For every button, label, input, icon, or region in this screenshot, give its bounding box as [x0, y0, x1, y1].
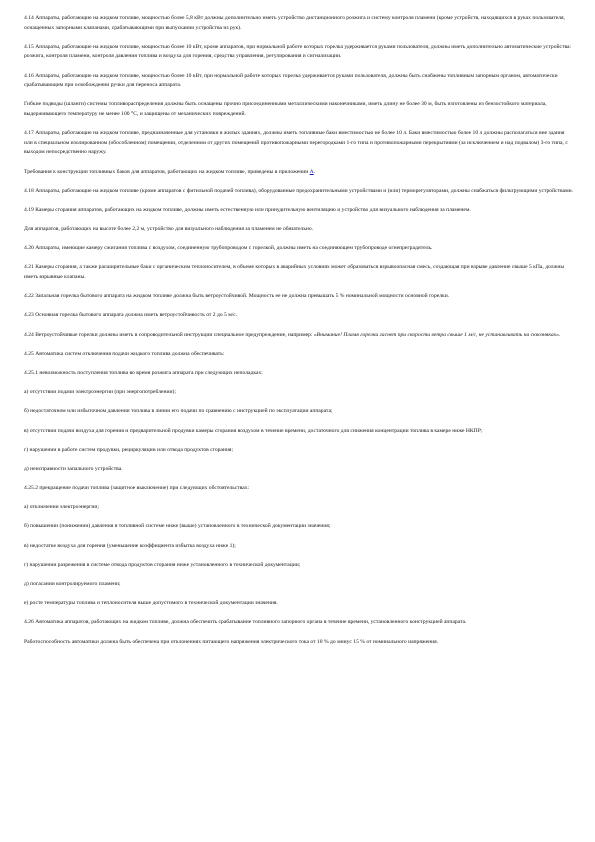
paragraph-text: ». [556, 331, 561, 338]
paragraph [24, 407, 573, 417]
paragraph-text: 4.15 Аппараты, работающие на жидком топливе, мощностью более 10 кВт, кроме аппаратов, при нормальной работе которых горелка удерживается руками пользователя, должны иметь дополнительно автоматические устройства: розжига, контроля пламени, контроля давления топлива и воздуха для горения, средства управления, регулирования и сигнализации. [24, 43, 572, 60]
paragraph [24, 244, 573, 254]
paragraph [24, 350, 573, 360]
paragraph-text: 4.22 Запальная горелка бытового аппарата на жидком топливе должна быть ветроустойчивой. Мощность ее не должна превышать 5 % номинальной мощности основной горелки. [24, 293, 450, 300]
paragraph [24, 129, 573, 158]
paragraph [24, 225, 573, 235]
paragraph-text: . [313, 168, 316, 175]
paragraph-text: 4.20 Аппараты, имеющие камеру сжигания топлива с воздухом, соединенную трубопроводом с горелкой, должны иметь на соединяющем трубопроводе огнепреградитель. [24, 245, 433, 252]
paragraph [24, 638, 573, 648]
paragraph-text: 4.21 Камеры сгорания, а также расширительные баки с органическим теплоносителем, в объеме которых в аварийных условиях может образоваться взрывоопасная смесь, создающая при взрыве давление свыше 5 кПа, должны иметь взрывные клапаны. [24, 264, 565, 281]
paragraph-text: 4.23 Основная горелка бытового аппарата должна иметь ветроустойчивость от 2 до 5 м/с. [24, 312, 238, 319]
paragraph-text: а) отключении электроэнергии; [24, 504, 99, 511]
paragraph [24, 331, 573, 341]
paragraph [24, 100, 573, 119]
paragraph [24, 580, 573, 590]
paragraph [24, 14, 573, 33]
paragraph [24, 369, 573, 379]
paragraph-text: 4.25.2 прекращение подачи топлива (защитное выключение) при следующих обстоятельствах: [24, 485, 250, 492]
appendix-link[interactable]: А [309, 168, 314, 175]
paragraph [24, 168, 573, 178]
paragraph [24, 292, 573, 302]
paragraph-text: Для аппаратов, работающих на высоте более 2,2 м, устройство для визуального наблюдения за пламенем не обязательно. [24, 226, 314, 233]
paragraph [24, 542, 573, 552]
paragraph [24, 43, 573, 62]
paragraph [24, 484, 573, 494]
paragraph [24, 522, 573, 532]
paragraph-text: в) отсутствии подачи воздуха для горения и предварительной продувки камеры сгорания воздухом в течение времени, достаточного для снижения концентрации топлива в камере ниже НКПР; [24, 427, 483, 434]
paragraph-text: е) росте температуры топлива и теплоносителя выше допустимого в технической документации значения. [24, 600, 278, 607]
paragraph-text: г) нарушении разрежения в системе отвода продуктов сгорания ниже установленного в технической документации; [24, 561, 301, 568]
paragraph-text: 4.18 Аппараты, работающие на жидком топливе (кроме аппаратов с фитильной подачей топлива), оборудованные предохранительными устройствами и (или) терморегуляторами, должны снабжаться фильтрующими устройствами. [24, 187, 574, 194]
warning-text: Внимание! Пламя горелки гаснет при скорости ветра свыше 1 м/с, не устанавливать на сквозняках [316, 331, 557, 338]
paragraph-text: 4.19 Камеры сгорания аппаратов, работающих на жидком топливе, должны иметь естественную или принудительную вентиляцию и устройство для визуального наблюдения за пламенем. [24, 206, 471, 213]
paragraph-text: 4.25 Автоматика систем отключения подачи жидкого топлива должна обеспечивать: [24, 350, 225, 357]
paragraph-text: 4.17 Аппараты, работающие на жидком топливе, предназначенные для установки в жилых зданиях, должны иметь топливные баки вместимостью не более 10 л. Баки вместимостью более 10 л должны располагаться вне здания или в специальном изолированном (обособленном) помещении, отделенном от других помещений противопожарными перегородками 1-го типа и противопожарными перекрытиями (за исключением и над подвалом) 3-го типа, с выходом непосредственно наружу. [24, 130, 568, 156]
paragraph [24, 187, 573, 197]
paragraph [24, 72, 573, 91]
paragraph-text: 4.26 Автоматика аппаратов, работающих на жидком топливе, должна обеспечить срабатывание топливного запорного органа в течение времени, установленного конструкцией аппарата. [24, 619, 467, 626]
paragraph-text: б) повышении (понижении) давления в топливной системе ниже (выше) установленного в технической документации значения; [24, 523, 331, 530]
paragraph-text: Требования к конструкции топливных баков для аппаратов, работающих на жидком топливе, приведены в приложении [24, 168, 310, 175]
paragraph-text: 4.24 Ветроустойчивые горелки должны иметь в сопроводительной инструкции специальное предупреждение, например: « [24, 331, 317, 338]
paragraph [24, 311, 573, 321]
paragraph [24, 206, 573, 216]
paragraph [24, 388, 573, 398]
paragraph-text: г) нарушении в работе систем продувки, рециркуляции или отвода продуктов сгорания; [24, 446, 234, 453]
paragraph-text: Работоспособность автоматики должна быть обеспечена при отклонениях питающего напряжения электрического тока от 10 % до минус 15 % от номинального напряжения. [24, 638, 439, 645]
paragraph-text: в) недостатке воздуха для горения (уменьшение коэффициента избытка воздуха ниже 1); [24, 542, 236, 549]
paragraph [24, 465, 573, 475]
paragraph [24, 599, 573, 609]
paragraph-text: б) недостаточном или избыточном давлении топлива в линии его подачи по сравнению с инструкцией по эксплуатации аппарата; [24, 408, 333, 415]
paragraph [24, 561, 573, 571]
paragraph [24, 263, 573, 282]
paragraph [24, 618, 573, 628]
paragraph-text: Гибкие подводы (шланги) системы топливораспределения должны быть оснащены прочно присоединенными металлическими наконечниками, иметь длину не более 30 м, быть изготовлены из бензостойкого материала, выдерживающего температуру не менее 100 °С, и защищены от механических повреждений. [24, 101, 547, 117]
paragraph [24, 503, 573, 513]
paragraph-text: а) отсутствии подачи электроэнергии (при энергопотреблении); [24, 389, 176, 396]
document-body [24, 14, 573, 647]
paragraph-text: д) погасании контролируемого пламени; [24, 581, 121, 588]
paragraph-text: 4.25.1 невозможность поступления топлива во время розжига аппарата при следующих неполадках: [24, 369, 263, 376]
paragraph [24, 446, 573, 456]
paragraph [24, 427, 573, 437]
paragraph-text: 4.16 Аппараты, работающие на жидком топливе, мощностью более 10 кВт, при нормальной работе которых горелка удерживается руками пользователя, должны быть снабжены топливным запорным органом, автоматически срабатывающим при освобождении ручки для переноса аппарата. [24, 72, 558, 89]
paragraph-text: д) неисправности запального устройства. [24, 465, 123, 472]
paragraph-text: 4.14 Аппараты, работающие на жидком топливе, мощностью более 5,8 кВт должны дополнительно иметь устройство дистанционного розжига и систему контроля пламени (кроме устройств, находящихся в руках пользователя, оснащенных запорными клапанами, срабатывающими при выпускании устройства из рук). [24, 15, 565, 31]
